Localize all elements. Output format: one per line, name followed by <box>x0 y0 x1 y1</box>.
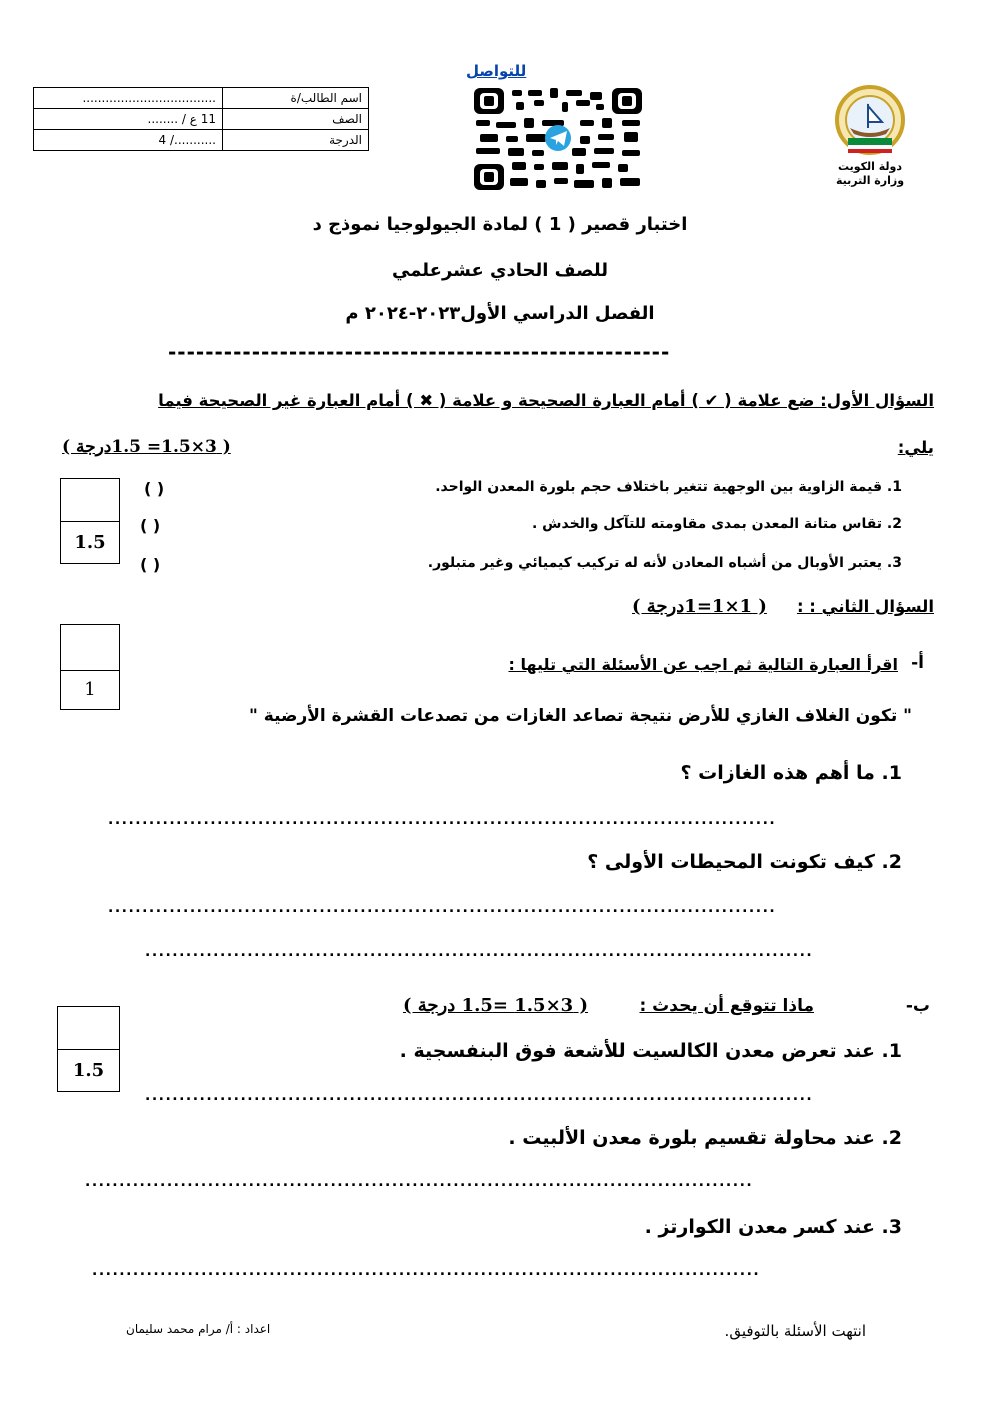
b-question-1: 1. عند تعرض معدن الكالسيت للأشعة فوق البنفسجية . <box>399 1040 902 1062</box>
grade-value: .........../ 4 <box>34 130 223 151</box>
q1-answer-1[interactable]: ( ) <box>144 479 165 498</box>
q2b-score-value: 1.5 <box>72 1060 105 1081</box>
answer-line-a1[interactable]: .................................................................................................. <box>108 812 777 828</box>
logo-line2: وزارة التربية <box>835 174 905 187</box>
logo-line1: دولة الكويت <box>837 160 903 173</box>
student-info-table <box>33 87 369 151</box>
separator-line: ------------------------------------------------------ <box>168 340 671 364</box>
q1-heading: السؤال الأول: ضع علامة ( ✔ ) أمام العبارة الصحيحة و علامة ( ✖ ) أمام العبارة غير الصحيحة فيما <box>158 391 934 410</box>
prepared-by: اعداد : أ/ مرام محمد سليمان <box>126 1322 271 1336</box>
student-name-value: ................................... <box>34 88 223 109</box>
answer-line-a2b[interactable]: .................................................................................................. <box>145 944 814 960</box>
q1-score-blank[interactable] <box>61 479 119 522</box>
semester-title: الفصل الدراسي الأول٢٠٢٣-٢٠٢٤ م <box>345 303 655 324</box>
contact-link[interactable]: للتواصل <box>466 62 527 80</box>
grade-title: للصف الحادي عشرعلمي <box>392 260 608 281</box>
q1-marks: ( 3×1.5= 1.5درجة ) <box>62 437 231 457</box>
q1-answer-2[interactable]: ( ) <box>140 516 161 535</box>
part-b-marks: ( 3×1.5 =1.5 درجة ) <box>403 995 588 1016</box>
class-label: الصف <box>223 109 369 130</box>
answer-line-b2[interactable]: .................................................................................................. <box>85 1174 754 1190</box>
part-b-label: ب- <box>905 996 930 1016</box>
q1-item-2: 2. تقاس متانة المعدن بمدى مقاومته للتآكل والخدش . <box>531 516 902 532</box>
b-question-3: 3. عند كسر معدن الكوارتز . <box>644 1216 902 1238</box>
a-question-2: 2. كيف تكونت المحيطات الأولى ؟ <box>587 851 902 873</box>
q1-score-value: 1.5 <box>74 532 106 553</box>
a-question-1: 1. ما أهم هذه الغازات ؟ <box>680 762 902 784</box>
student-name-label: اسم الطالب/ة <box>223 88 369 109</box>
answer-line-a2a[interactable]: .................................................................................................. <box>108 900 777 916</box>
q1-answer-3[interactable]: ( ) <box>140 555 161 574</box>
telegram-qr-code-icon[interactable] <box>472 86 644 192</box>
q2-heading: السؤال الثاني : : <box>796 597 934 616</box>
grade-label: الدرجة <box>223 130 369 151</box>
q2-marks: ( 1×1=1درجة ) <box>632 596 767 617</box>
part-a-instruction: اقرأ العبارة التالية ثم اجب عن الأسئلة التي تليها : <box>508 655 898 674</box>
q1-item-3: 3. يعتبر الأوبال من أشباه المعادن لأنه له تركيب كيميائي وغير متبلور. <box>427 555 902 571</box>
answer-line-b1[interactable]: .................................................................................................. <box>145 1088 814 1104</box>
part-b-instruction: ماذا تتوقع أن يحدث : <box>639 996 814 1016</box>
q1-score-box <box>60 478 120 564</box>
class-value: 11 ع / ........ <box>34 109 223 130</box>
q2a-score-box <box>60 624 120 710</box>
b-question-2: 2. عند محاولة تقسيم بلورة معدن الألبيت . <box>508 1127 902 1149</box>
q2a-score-value: 1 <box>84 679 96 700</box>
q2b-score-box <box>57 1006 120 1092</box>
ministry-emblem-icon <box>830 82 910 192</box>
end-text: انتهت الأسئلة بالتوفيق. <box>724 1322 866 1340</box>
q2b-score-blank[interactable] <box>58 1007 119 1050</box>
answer-line-b3[interactable]: .................................................................................................. <box>92 1263 761 1279</box>
q1-item-1: 1. قيمة الزاوية بين الوجهية تتغير باختلاف حجم بلورة المعدن الواحد. <box>435 479 902 495</box>
quote-statement: " تكون الغلاف الغازي للأرض نتيجة تصاعد الغازات من تصدعات القشرة الأرضية " <box>249 706 912 726</box>
part-a-label: أ- <box>911 653 924 673</box>
exam-title: اختبار قصير ( 1 ) لمادة الجيولوجيا نموذج د <box>312 214 688 235</box>
q2a-score-blank[interactable] <box>61 625 119 671</box>
q1-heading-cont: يلي: <box>897 438 934 457</box>
